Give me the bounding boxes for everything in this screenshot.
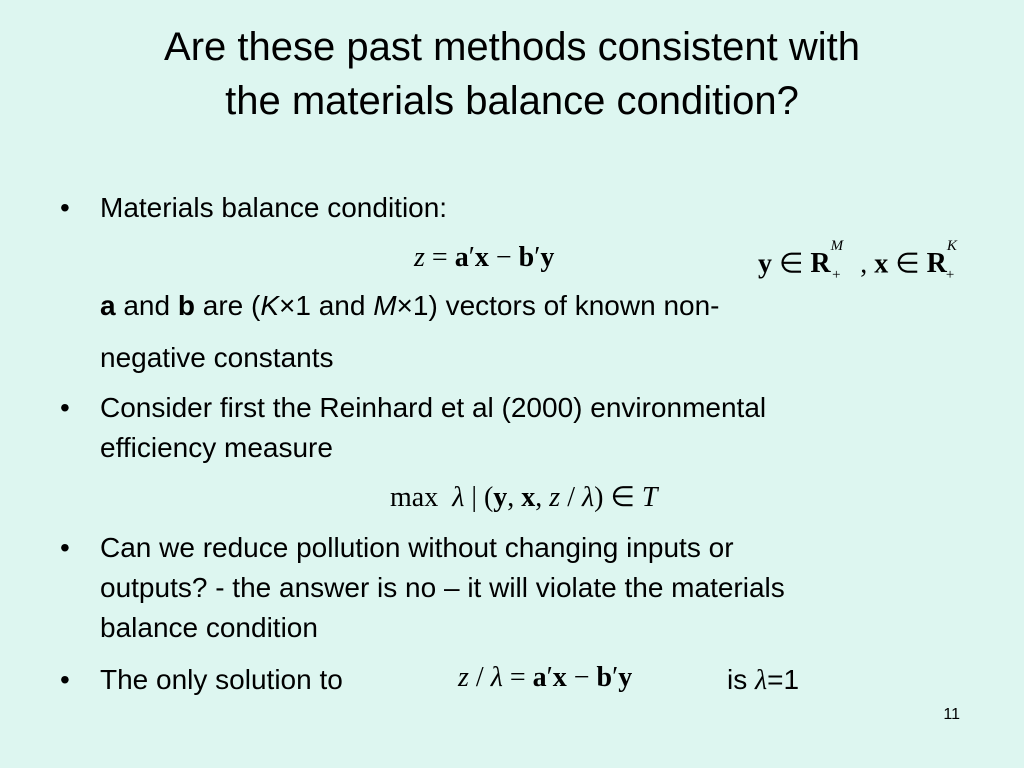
slide-number: 11 xyxy=(943,706,960,723)
bullet-text-line-2: efficiency measure xyxy=(100,432,333,463)
text-equals-one: =1 xyxy=(767,664,800,695)
solution-result xyxy=(727,660,799,701)
vector-a: a xyxy=(100,290,116,321)
dim-k: K xyxy=(260,290,280,321)
dim-m: M xyxy=(373,290,397,321)
vector-description-line-1 xyxy=(100,286,720,326)
bullet-text-line-1: Consider first the Reinhard et al (2000) environmental xyxy=(100,392,767,423)
bullet-dot: • xyxy=(60,532,70,563)
lambda-symbol: λ xyxy=(755,665,768,696)
title-line-2: the materials balance condition? xyxy=(225,79,799,123)
bullet-text-line-3: balance condition xyxy=(100,612,318,643)
vector-description-line-2: negative constants xyxy=(100,342,334,373)
vector-b: b xyxy=(177,290,195,321)
equation-materials-balance: z = a′x − b′y xyxy=(414,242,555,273)
text-is: is xyxy=(727,664,755,695)
slide-title xyxy=(0,20,1024,128)
bullet-text: The only solution to xyxy=(100,664,343,695)
text-are: are ( xyxy=(194,290,261,321)
bullet-dot: • xyxy=(60,192,70,223)
bullet-text: Materials balance condition: xyxy=(100,192,448,223)
bullet-dot: • xyxy=(60,392,70,423)
text-and: and xyxy=(115,290,178,321)
bullet-text-line-1: Can we reduce pollution without changing inputs or xyxy=(100,532,734,563)
bullet-text-line-2: outputs? - the answer is no – it will violate the materials xyxy=(100,572,785,603)
equation-solution: z / λ = a′x − b′y xyxy=(458,662,633,693)
bullet-dot: • xyxy=(60,664,70,695)
text-times-1: ×1 and xyxy=(279,290,374,321)
title-line-1: Are these past methods consistent with xyxy=(164,25,860,69)
equation-max: max λ | (y, x, z / λ) ∈ T xyxy=(390,482,658,513)
equation-domain: y ∈ $R^M_+$ , x ∈ $R^K_+$ xyxy=(758,238,957,283)
text-times-2: ×1) vectors of known non- xyxy=(396,290,720,321)
